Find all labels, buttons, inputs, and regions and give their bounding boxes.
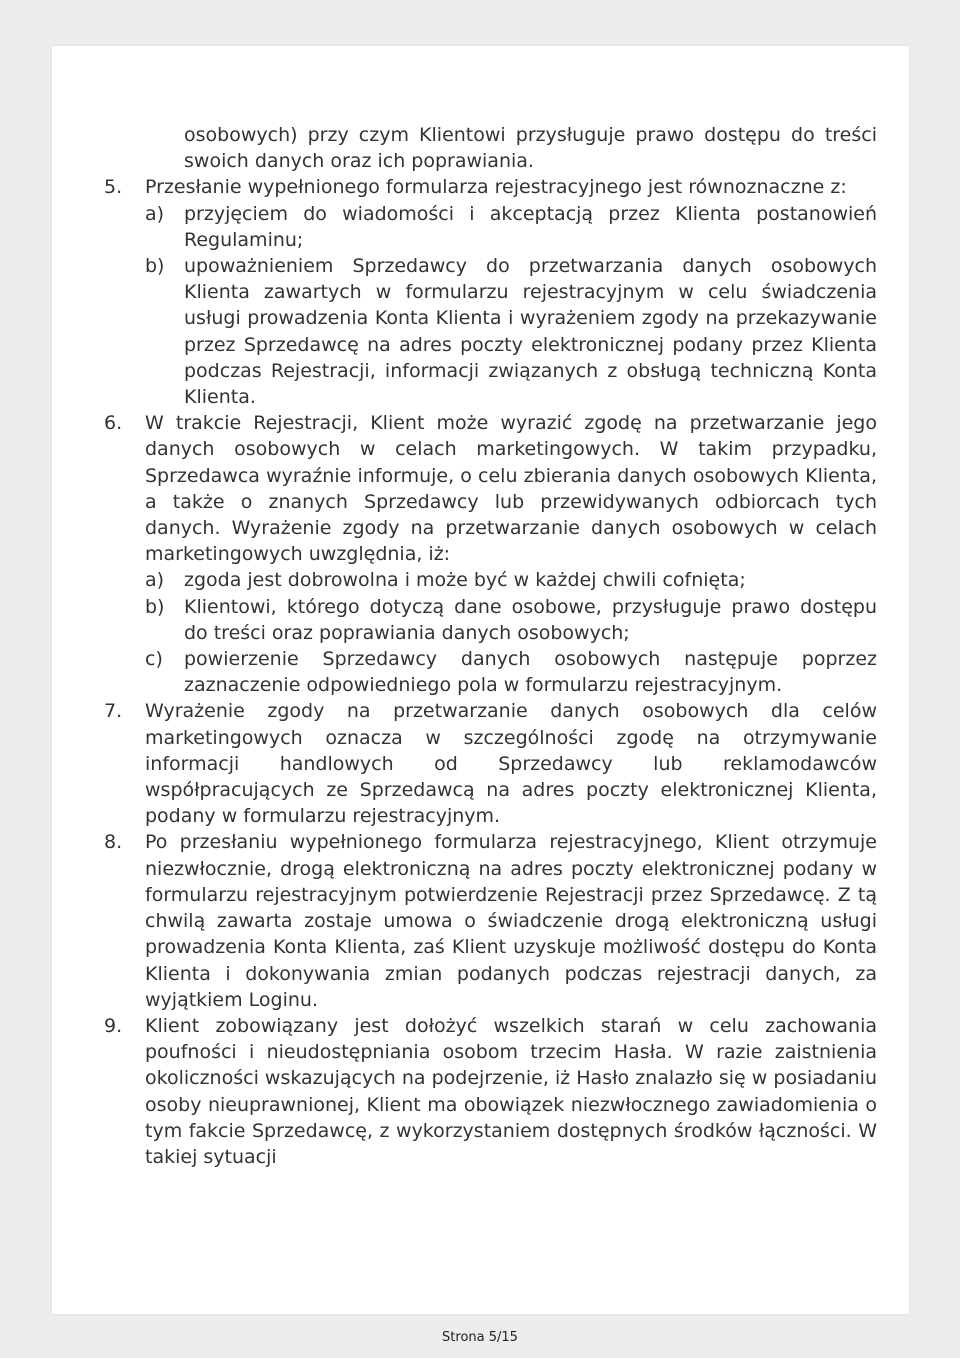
section-number: 8. <box>104 831 123 854</box>
section-7 <box>104 698 877 829</box>
list-letter: b) <box>145 595 165 618</box>
section-number: 6. <box>104 412 123 435</box>
section-8 <box>104 829 877 1012</box>
list-item-text: upoważnieniem Sprzedawcy do przetwarzania danych osobowych Klienta zawartych w formularzu rejestracyjnym w celu świadczenia usługi prowadzenia Konta Klienta i wyrażeniem zgody na przekazywanie przez Sprzedawcę na adres poczty elektronicznej podany przez Klienta podczas Rejestracji, informacji związanych z obsługą techniczną Konta Klienta. <box>184 255 877 409</box>
list-item <box>145 594 877 646</box>
document-body <box>104 122 877 1170</box>
section-6 <box>104 410 877 698</box>
section-9 <box>104 1013 877 1170</box>
list-letter: a) <box>145 569 165 592</box>
section-text: Po przesłaniu wypełnionego formularza rejestracyjnego, Klient otrzymuje niezwłocznie, drogą elektroniczną na adres poczty elektronicznej podany w formularzu rejestracyjnym potwierdzenie Rejestracji przez Sprzedawcę. Z tą chwilą zawarta zostaje umowa o świadczenie drogą elektroniczną usługi prowadzenia Konta Klienta, zaś Klient uzyskuje możliwość dostępu do Konta Klienta i dokonywania zmian podanych podczas rejestracji danych, za wyjątkiem Loginu. <box>145 831 877 1011</box>
section-text: Wyrażenie zgody na przetwarzanie danych osobowych dla celów marketingowych oznacza w szczególności zgodę na otrzymywanie informacji handlowych od Sprzedawcy lub reklamodawców współpracujących ze Sprzedawcą na adres poczty elektronicznej Klienta, podany w formularzu rejestracyjnym. <box>145 700 877 828</box>
list-item <box>145 201 877 253</box>
list-letter: c) <box>145 648 163 671</box>
list-item-text: zgoda jest dobrowolna i może być w każdej chwili cofnięta; <box>184 569 746 592</box>
list-letter: a) <box>145 202 165 225</box>
section-number: 5. <box>104 176 123 199</box>
page-number: Strona 5/15 <box>442 1330 518 1345</box>
list-item-text: przyjęciem do wiadomości i akceptacją przez Klienta postanowień Regulaminu; <box>184 202 877 251</box>
section-number: 7. <box>104 700 123 723</box>
list-item-text: powierzenie Sprzedawcy danych osobowych następuje poprzez zaznaczenie odpowiedniego pola w formularzu rejestracyjnym. <box>184 648 877 697</box>
section-text: W trakcie Rejestracji, Klient może wyrazić zgodę na przetwarzanie jego danych osobowych w celach marketingowych. W takim przypadku, Sprzedawca wyraźnie informuje, o celu zbierania danych osobowych Klienta, a także o znanych Sprzedawcy lub przewidywanych odbiorcach tych danych. Wyrażenie zgody na przetwarzanie danych osobowych w celach marketingowych uwzględnia, iż: <box>145 412 877 566</box>
list-item <box>145 646 877 698</box>
section-number: 9. <box>104 1014 123 1037</box>
list-item <box>145 567 877 593</box>
section-5 <box>104 174 877 410</box>
section-text: Klient zobowiązany jest dołożyć wszelkich starań w celu zachowania poufności i nieudostępniania osobom trzecim Hasła. W razie zaistnienia okoliczności wskazujących na podejrzenie, iż Hasło znalazło się w posiadaniu osoby nieuprawnionej, Klient ma obowiązek niezwłocznego zawiadomienia o tym fakcie Sprzedawcę, z wykorzystaniem dostępnych środków łączności. W takiej sytuacji <box>145 1014 877 1168</box>
section-text: Przesłanie wypełnionego formularza rejestracyjnego jest równoznaczne z: <box>145 176 847 199</box>
continuation-text: osobowych) przy czym Klientowi przysługuje prawo dostępu do treści swoich danych oraz ich poprawiania. <box>184 124 877 173</box>
list-letter: b) <box>145 255 165 278</box>
list-item-text: Klientowi, którego dotyczą dane osobowe, przysługuje prawo dostępu do treści oraz poprawiania danych osobowych; <box>184 595 877 644</box>
list-item <box>145 253 877 410</box>
